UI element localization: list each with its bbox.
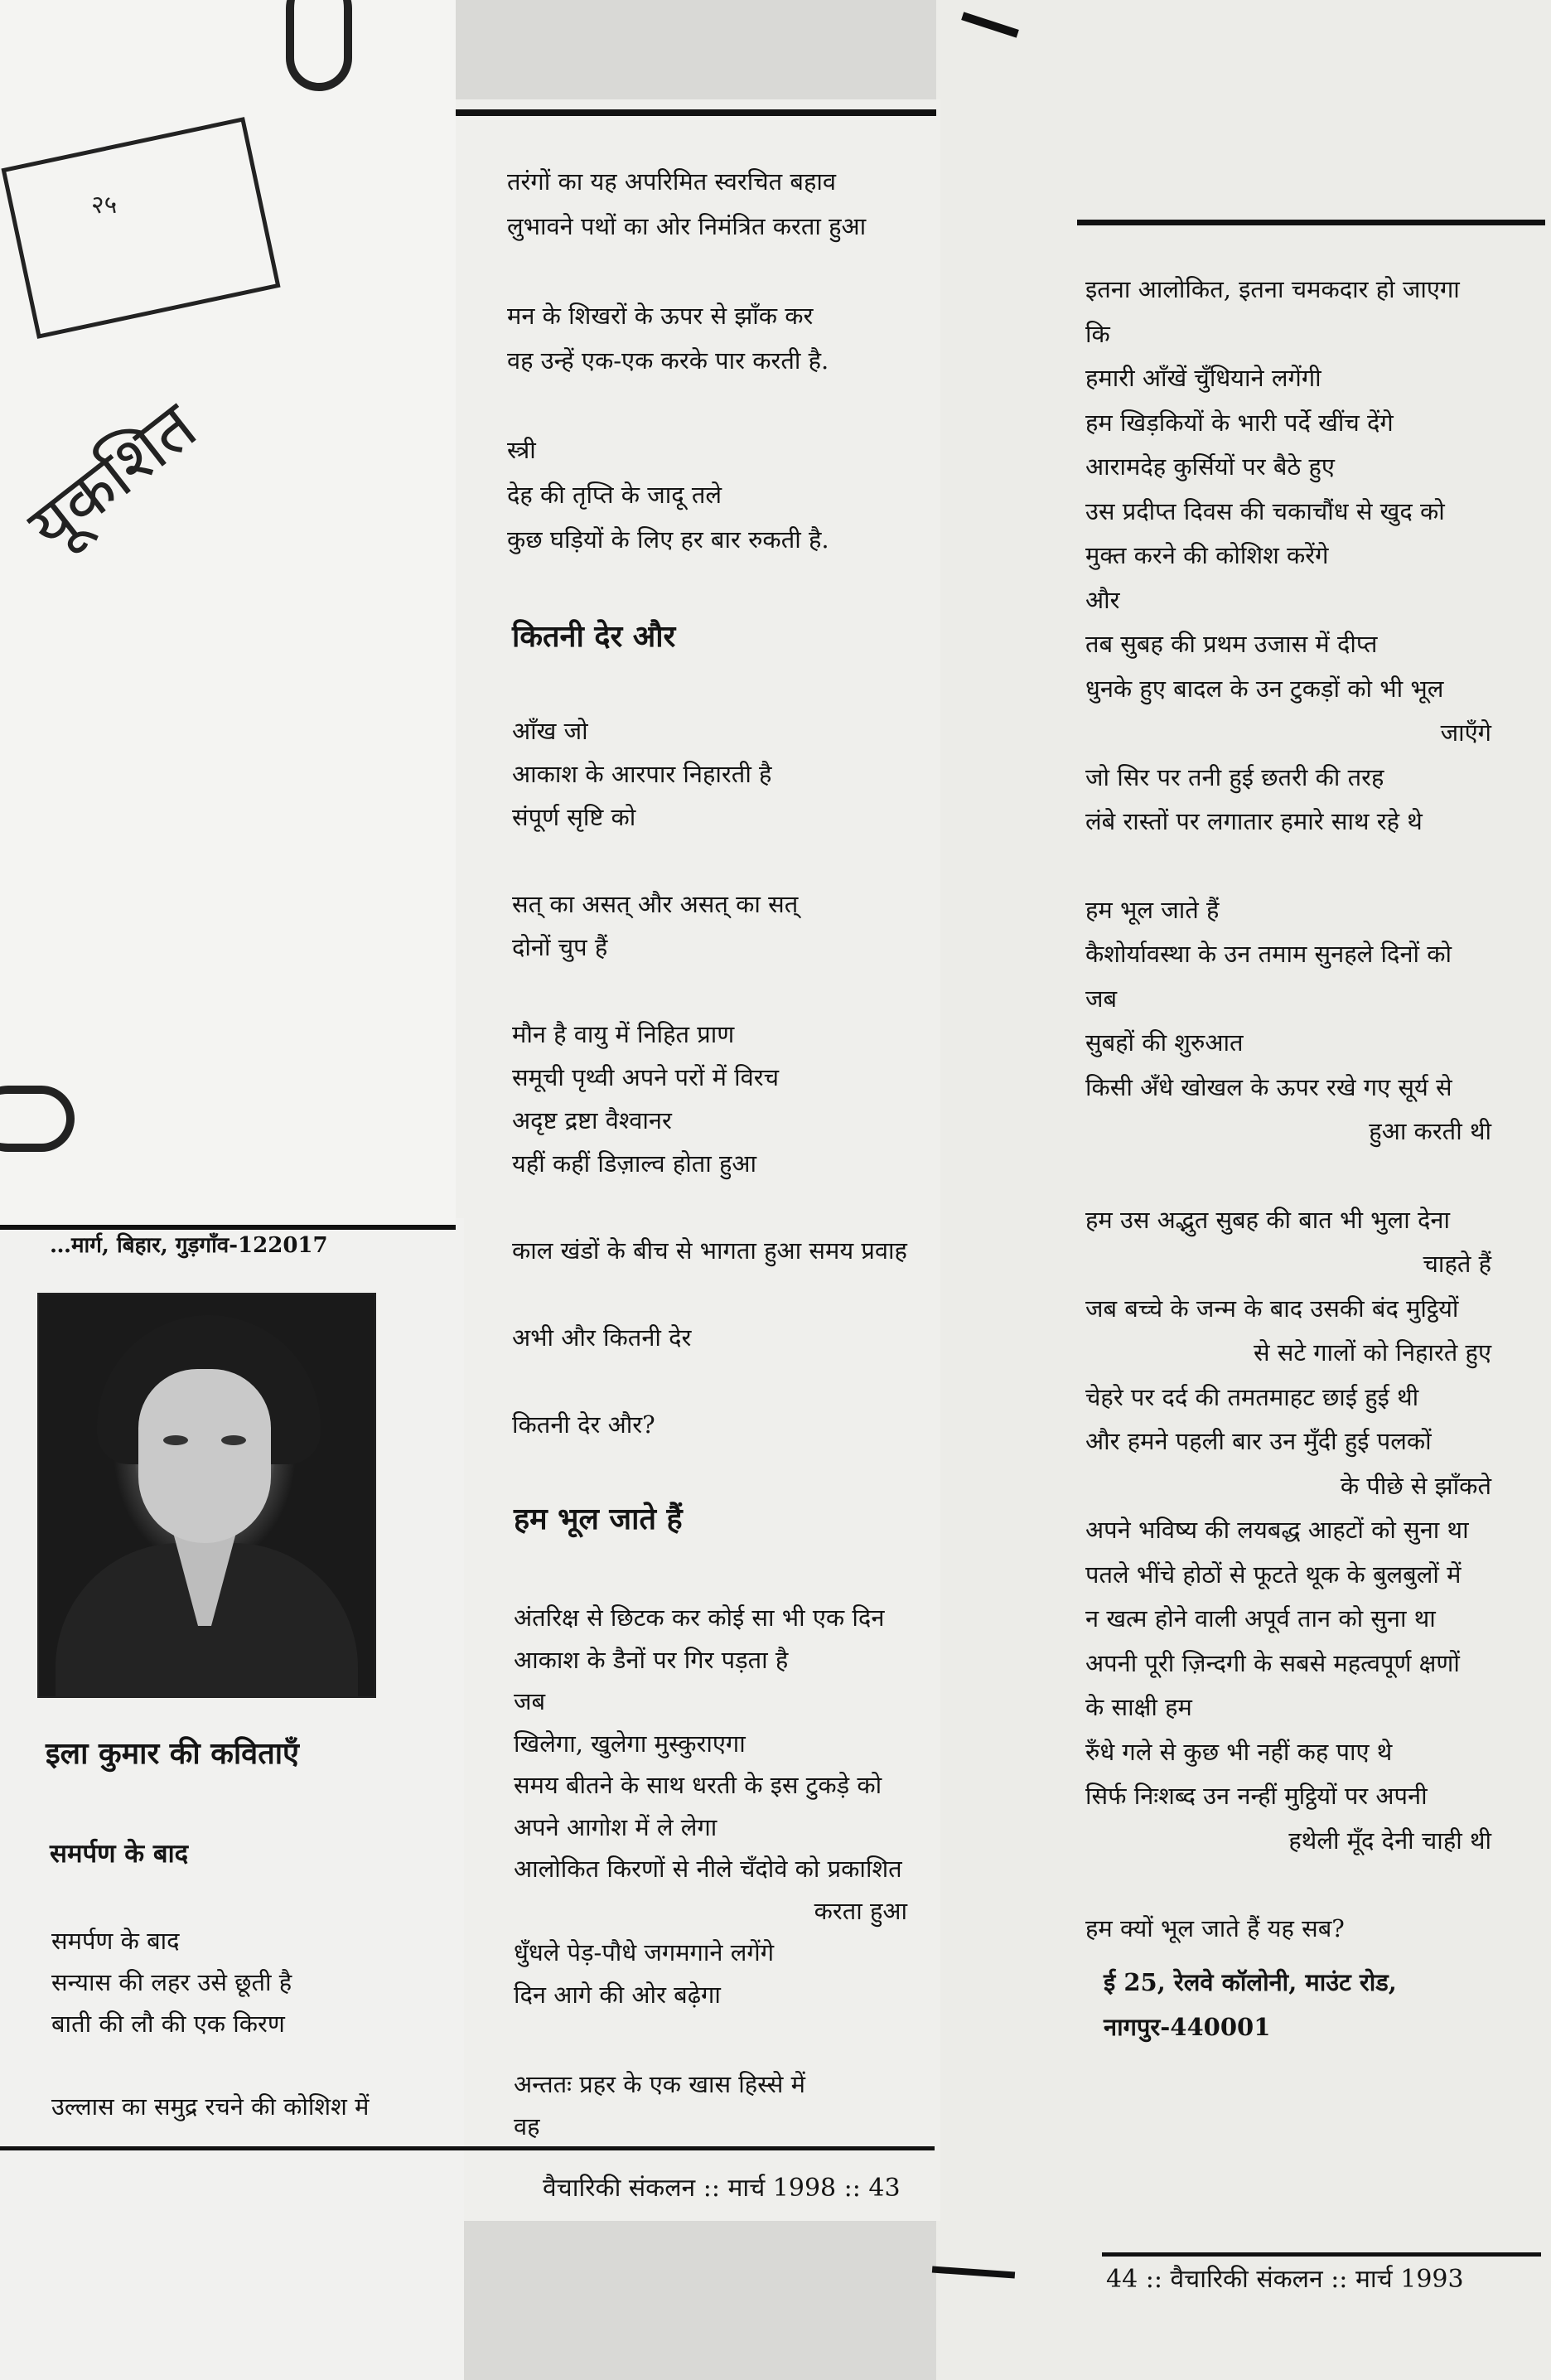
poem-line: दिन आगे की ओर बढ़ेगा: [514, 1980, 721, 2009]
poem-line: मुक्त करने की कोशिश करेंगे: [1085, 541, 1329, 569]
middle-top-rule: [456, 109, 936, 116]
poem-line: कितनी देर और?: [512, 1410, 655, 1439]
poem-line: के पीछे से झाँकते: [1340, 1471, 1491, 1500]
dateline-fragment: …मार्ग, बिहार, गुड़गाँव-122017: [50, 1233, 328, 1258]
poem-line: सिर्फ निःशब्द उन नन्हीं मुट्ठियों पर अपनी: [1085, 1782, 1428, 1810]
poem-line: तब सुबह की प्रथम उजास में दीप्त: [1085, 630, 1378, 658]
poem-line: संपूर्ण सृष्टि को: [512, 803, 636, 831]
address-line-1: ई 25, रेलवे कॉलोनी, माउंट रोड,: [1104, 1968, 1397, 1996]
poem-line: यहीं कहीं डिज़ाल्व होता हुआ: [512, 1149, 757, 1178]
poem3-title: हम भूल जाते हैं: [514, 1502, 683, 1536]
poem-line: कि: [1085, 319, 1110, 348]
poem-line: सन्यास की लहर उसे छूती है: [51, 1968, 292, 1996]
poem-line: हम भूल जाते हैं: [1085, 895, 1220, 924]
poem-line: बाती की लौ की एक किरण: [51, 2010, 285, 2038]
poem-line: के साक्षी हम: [1085, 1693, 1192, 1721]
poem-line: लुभावने पथों का ओर निमंत्रित करता हुआ: [507, 212, 867, 240]
poem-line: हम क्यों भूल जाते हैं यह सब?: [1085, 1914, 1345, 1942]
poem-line: लंबे रास्तों पर लगातार हमारे साथ रहे थे: [1085, 807, 1423, 835]
poem-line: आलोकित किरणों से नीले चँदोवे को प्रकाशित: [514, 1855, 902, 1883]
poem-line: अपनी पूरी ज़िन्दगी के सबसे महत्वपूर्ण क्षणों: [1085, 1648, 1460, 1677]
poem-line: हम खिड़कियों के भारी पर्दे खींच देंगे: [1085, 408, 1394, 437]
poem-line: समूची पृथ्वी अपने परों में विरच: [512, 1063, 780, 1091]
middle-page-footer: वैचारिकी संकलन :: मार्च 1998 :: 43: [543, 2174, 901, 2203]
poem-line: काल खंडों के बीच से भागता हुआ समय प्रवाह: [512, 1236, 907, 1265]
right-top-rule: [1077, 220, 1545, 225]
poem-line: आरामदेह कुर्सियों पर बैठे हुए: [1085, 452, 1335, 481]
poem-line: समर्पण के बाद: [51, 1927, 180, 1955]
poem2-title: कितनी देर और: [512, 619, 676, 654]
poem-line: अन्ततः प्रहर के एक खास हिस्से में: [514, 2070, 805, 2098]
poem-line: न खत्म होने वाली अपूर्व तान को सुना था: [1085, 1604, 1436, 1633]
poem-line: धुँधले पेड़-पौधे जगमगाने लगेंगे: [514, 1938, 775, 1966]
address-line-2: नागपुर-440001: [1104, 2013, 1271, 2041]
poem-line: जब: [514, 1687, 546, 1715]
poem-line: उल्लास का समुद्र रचने की कोशिश में: [51, 2092, 370, 2121]
poem-line: हुआ करती थी: [1369, 1117, 1491, 1145]
poem-line: आकाश के आरपार निहारती है: [512, 760, 772, 788]
poem-line: धुनके हुए बादल के उन टुकड़ों को भी भूल: [1085, 674, 1444, 703]
poem-line: पतले भींचे होठों से फूटते थूक के बुलबुलों में: [1085, 1560, 1462, 1589]
poem-line: हथेली मूँद देनी चाही थी: [1288, 1826, 1491, 1855]
poem-line: जो सिर पर तनी हुई छतरी की तरह: [1085, 762, 1384, 791]
poem-line: से सटे गालों को निहारते हुए: [1253, 1338, 1491, 1367]
poem-line: तरंगों का यह अपरिमित स्वरचित बहाव: [507, 167, 837, 196]
poem-line: किसी अँधे खोखल के ऊपर रखे गए सूर्य से: [1085, 1072, 1452, 1101]
scribble-box-text: २५: [91, 191, 118, 220]
poem-line: अपने भविष्य की लयबद्ध आहटों को सुना था: [1085, 1516, 1469, 1544]
poem-line: कुछ घड़ियों के लिए हर बार रुकती है.: [507, 525, 829, 554]
poem-line: मौन है वायु में निहित प्राण: [512, 1020, 735, 1048]
poem-line: जब: [1085, 984, 1118, 1013]
poem-line: करता हुआ: [814, 1896, 907, 1925]
poem-line: उस प्रदीप्त दिवस की चकाचौंध से खुद को: [1085, 496, 1445, 525]
poem-line: और हमने पहली बार उन मुँदी हुई पलकों: [1085, 1427, 1432, 1455]
poem-line: हमारी आँखें चुँधियाने लगेंगी: [1085, 364, 1321, 392]
poem-line: अदृष्ट द्रष्टा वैश्वानर: [512, 1106, 672, 1134]
poem-line: वह उन्हें एक-एक करके पार करती है.: [507, 346, 829, 375]
paper-clip-left: [0, 1086, 75, 1152]
poem-line: हम उस अद्भुत सुबह की बात भी भुला देना: [1085, 1205, 1450, 1234]
poem-line: सत् का असत् और असत् का सत्: [512, 890, 799, 918]
poem-line: सुबहों की शुरुआत: [1085, 1028, 1244, 1057]
poem-line: समय बीतने के साथ धरती के इस टुकड़े को: [514, 1771, 882, 1799]
poem-line: आकाश के डैनों पर गिर पड़ता है: [514, 1645, 789, 1674]
poem-line: देह की तृप्ति के जादू तले: [507, 481, 722, 509]
left-divider-rule: [0, 1225, 456, 1230]
poem1-title: समर्पण के बाद: [50, 1839, 189, 1869]
poem-line: वह: [514, 2112, 540, 2141]
poems-collection-title: इला कुमार की कविताएँ: [46, 1736, 299, 1771]
poem-line: आँख जो: [512, 717, 588, 745]
poem-line: जाएँगे: [1440, 718, 1491, 747]
poem-line: जब बच्चे के जन्म के बाद उसकी बंद मुट्ठियों: [1085, 1294, 1459, 1323]
poem-line: चेहरे पर दर्द की तमतमाहट छाई हुई थी: [1085, 1382, 1419, 1411]
poem-line: अभी और कितनी देर: [512, 1323, 692, 1352]
bottom-rule-left: [0, 2146, 935, 2150]
poem-line: और: [1085, 585, 1120, 614]
poem-line: चाहते हैं: [1423, 1250, 1491, 1278]
poem-line: अपने आगोश में ले लेगा: [514, 1812, 718, 1841]
paper-clip-top: [286, 0, 352, 91]
handwritten-note: यूकशित: [13, 387, 211, 565]
bottom-rule-right: [1102, 2252, 1541, 2257]
poem-line: खिलेगा, खुलेगा मुस्कुराएगा: [514, 1729, 746, 1758]
poem-line: इतना आलोकित, इतना चमकदार हो जाएगा: [1085, 275, 1460, 303]
poem-line: दोनों चुप हैं: [512, 933, 608, 961]
poem-line: रुँधे गले से कुछ भी नहीं कह पाए थे: [1085, 1737, 1393, 1766]
poem-line: अंतरिक्ष से छिटक कर कोई सा भी एक दिन: [514, 1604, 885, 1632]
author-portrait-photo: [37, 1293, 376, 1698]
poem-line: स्त्री: [507, 436, 536, 464]
poem-line: कैशोर्यावस्था के उन तमाम सुनहले दिनों को: [1085, 940, 1452, 968]
poem-line: मन के शिखरों के ऊपर से झाँक कर: [507, 302, 814, 330]
right-page-footer: 44 :: वैचारिकी संकलन :: मार्च 1993: [1106, 2265, 1464, 2294]
